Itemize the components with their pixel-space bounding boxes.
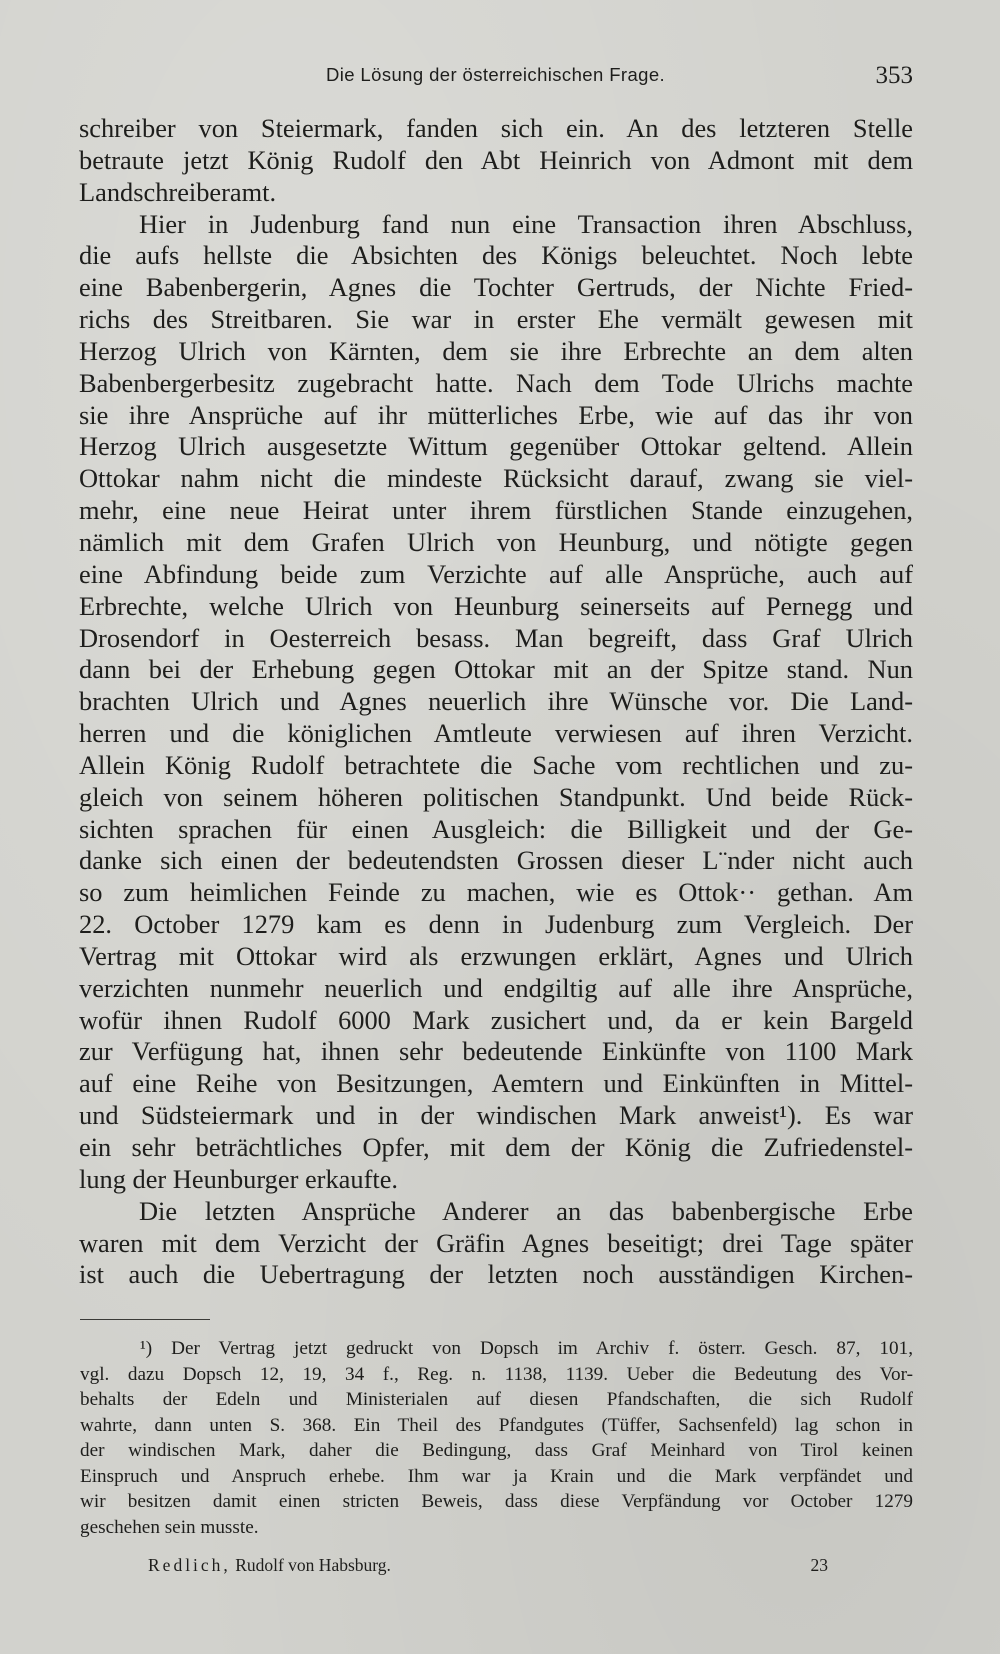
text-line: ist auch die Uebertragung der letzten noch ausständigen Kirchen- (79, 1259, 913, 1290)
text-line: die aufs hellste die Absichten des Königs beleuchtet. Noch lebte (79, 240, 913, 271)
text-line: dann bei der Erhebung gegen Ottokar mit an der Spitze stand. Nun (79, 654, 913, 685)
signature-book-title: Rudolf von Habsburg. (230, 1555, 391, 1575)
footnote-line: der windischen Mark, daher die Bedingung, dass Graf Meinhard von Tirol keinen (80, 1440, 913, 1461)
text-line: Herzog Ulrich von Kärnten, dem sie ihre Erbrechte an dem alten (79, 335, 913, 366)
text-line: danke sich einen der bedeutendsten Grossen dieser L¨nder nicht auch (79, 845, 913, 876)
text-line: mehr, eine neue Heirat unter ihrem fürstlichen Stande einzugehen, (79, 495, 913, 526)
text-line: Herzog Ulrich ausgesetzte Wittum gegenüber Ottokar geltend. Allein (79, 431, 913, 462)
signature-author: Redlich, (148, 1555, 231, 1575)
text-line: zur Verfügung hat, ihnen sehr bedeutende Einkünfte von 1100 Mark (79, 1036, 913, 1067)
text-line: Allein König Rudolf betrachtete die Sache vom rechtlichen und zu- (79, 749, 913, 780)
page-number: 353 (875, 62, 913, 89)
text-line: Hier in Judenburg fand nun eine Transaction ihren Abschluss, (139, 208, 913, 239)
signature-sheet-number: 23 (810, 1555, 828, 1575)
text-line: sichten sprachen für einen Ausgleich: die Billigkeit und der Ge- (79, 813, 913, 844)
text-line: 22. October 1279 kam es denn in Judenburg zum Vergleich. Der (79, 909, 913, 940)
text-line: herren und die königlichen Amtleute verwiesen auf ihren Verzicht. (79, 718, 913, 749)
printer-signature (148, 1553, 828, 1583)
text-line: eine Abfindung beide zum Verzichte auf alle Ansprüche, auch auf (79, 558, 913, 589)
footnote-line: wahrte, dann unten S. 368. Ein Theil des Pfandgutes (Tüffer, Sachsenfeld) lag schon in (80, 1414, 913, 1436)
footnote-divider (80, 1319, 210, 1320)
running-title: Die Lösung der österreichischen Frage. (325, 64, 666, 85)
text-line: betraute jetzt König Rudolf den Abt Heinrich von Admont mit dem (79, 144, 913, 175)
text-line: verzichten nunmehr neuerlich und endgiltig auf alle ihre Ansprüche, (79, 972, 913, 1003)
text-line: wofür ihnen Rudolf 6000 Mark zusichert und, da er kein Bargeld (79, 1004, 913, 1035)
text-line: schreiber von Steiermark, fanden sich ein. An des letzteren Stelle (79, 113, 913, 143)
text-line: Erbrechte, welche Ulrich von Heunburg seinerseits auf Pernegg und (79, 590, 913, 621)
footnote-line: vgl. dazu Dopsch 12, 19, 34 f., Reg. n. 1138, 1139. Ueber die Bedeutung des Vor- (80, 1363, 913, 1385)
text-line: brachten Ulrich und Agnes neuerlich ihre Wünsche vor. Die Land- (79, 686, 913, 717)
footnote-line: behalts der Edeln und Ministerialen auf diesen Pfandschaften, die sich Rudolf (80, 1389, 913, 1410)
text-line: Vertrag mit Ottokar wird als erzwungen erklärt, Agnes und Ulrich (79, 940, 913, 971)
footnote-line: geschehen sein musste. (80, 1516, 259, 1538)
footnote (80, 1336, 913, 1540)
text-line: Die letzten Ansprüche Anderer an das babenbergische Erbe (139, 1195, 913, 1226)
text-line: auf eine Reihe von Besitzungen, Aemtern und Einkünften in Mittel- (79, 1068, 913, 1099)
text-line: waren mit dem Verzicht der Gräfin Agnes beseitigt; drei Tage später (79, 1227, 913, 1258)
running-head (78, 60, 913, 96)
text-line: ein sehr beträchtliches Opfer, mit dem der König die Zufriedenstel- (79, 1132, 913, 1162)
body-text (79, 113, 913, 1291)
text-line: Babenbergerbesitz zugebracht hatte. Nach dem Tode Ulrichs machte (79, 367, 913, 398)
text-line: Ottokar nahm nicht die mindeste Rücksicht darauf, zwang sie viel- (79, 463, 913, 494)
text-line: eine Babenbergerin, Agnes die Tochter Gertruds, der Nichte Fried- (79, 272, 913, 303)
footnote-line: Einspruch und Anspruch erhebe. Ihm war ja Krain und die Mark verpfändet und (80, 1465, 913, 1487)
signature-label (148, 1555, 391, 1576)
footnote-line: ¹) Der Vertrag jetzt gedruckt von Dopsch im Archiv f. österr. Gesch. 87, 101, (140, 1338, 913, 1359)
text-line: nämlich mit dem Grafen Ulrich von Heunburg, und nötigte gegen (79, 526, 913, 557)
text-line: Drosendorf in Oesterreich besass. Man begreift, dass Graf Ulrich (79, 622, 913, 653)
text-line: so zum heimlichen Feinde zu machen, wie es Ottok·· gethan. Am (79, 877, 913, 908)
footnote-line: wir besitzen damit einen stricten Beweis, dass diese Verpfändung vor October 1279 (80, 1491, 913, 1512)
text-line: gleich von seinem höheren politischen Standpunkt. Und beide Rück- (79, 781, 913, 812)
text-line: richs des Streitbaren. Sie war in erster Ehe vermält gewesen mit (79, 304, 913, 335)
text-line: lung der Heunburger erkaufte. (79, 1163, 399, 1194)
text-line: Landschreiberamt. (79, 176, 277, 207)
text-line: sie ihre Ansprüche auf ihr mütterliches Erbe, wie auf das ihr von (79, 399, 913, 430)
text-line: und Südsteiermark und in der windischen Mark anweist¹). Es war (79, 1100, 913, 1131)
